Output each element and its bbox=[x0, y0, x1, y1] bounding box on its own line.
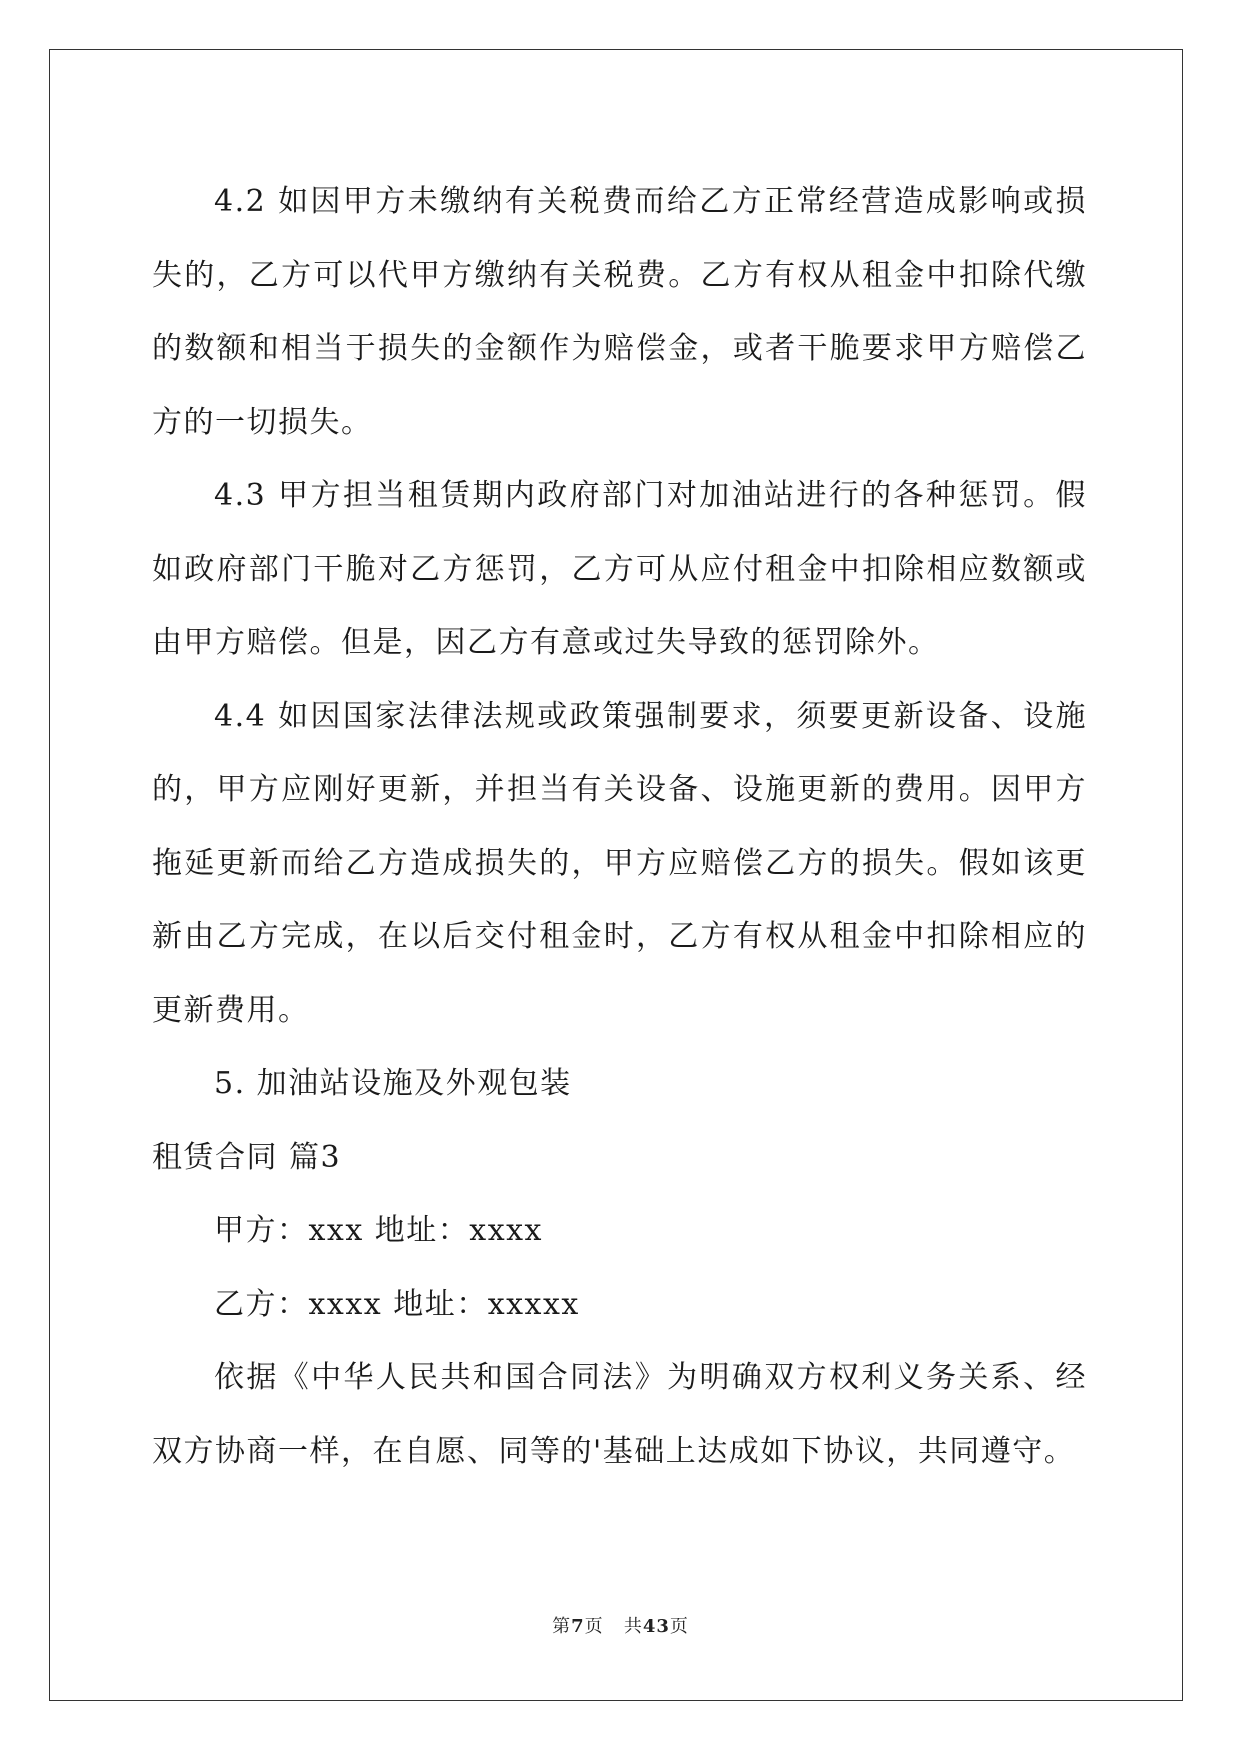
current-page-number: 7 bbox=[571, 1616, 585, 1637]
paragraph-4-4: 4.4 如因国家法律法规或政策强制要求，须要更新设备、设施的，甲方应刚好更新，并担当有关设备、设施更新的费用。因甲方拖延更新而给乙方造成损失的，甲方应赔偿乙方的损失。假如该更新由乙方完成，在以后交付租金时，乙方有权从租金中扣除相应的更新费用。 bbox=[152, 698, 1087, 1028]
footer-total-prefix: 共 bbox=[623, 1616, 643, 1637]
total-page-count: 43 bbox=[642, 1616, 670, 1637]
party-a-line: 甲方：xxx 地址：xxxx bbox=[214, 1213, 543, 1248]
document-body bbox=[152, 165, 1087, 1488]
footer-page-suffix: 页 bbox=[584, 1616, 604, 1637]
party-b-line: 乙方：xxxx 地址：xxxxx bbox=[214, 1286, 580, 1322]
footer-prefix: 第 bbox=[552, 1616, 572, 1637]
footer-total-suffix: 页 bbox=[669, 1616, 689, 1637]
preamble-paragraph: 依据《中华人民共和国合同法》为明确双方权利义务关系、经双方协商一样，在自愿、同等的'基础上达成如下协议，共同遵守。 bbox=[152, 1360, 1087, 1469]
paragraph-4-3: 4.3 甲方担当租赁期内政府部门对加油站进行的各种惩罚。假如政府部门干脆对乙方惩罚，乙方可从应付租金中扣除相应数额或由甲方赔偿。但是，因乙方有意或过失导致的惩罚除外。 bbox=[152, 478, 1087, 660]
contract-title: 租赁合同 篇3 bbox=[152, 1139, 342, 1175]
section-heading-5: 5. 加油站设施及外观包装 bbox=[214, 1066, 572, 1101]
paragraph-4-2: 4.2 如因甲方未缴纳有关税费而给乙方正常经营造成影响或损失的，乙方可以代甲方缴纳有关税费。乙方有权从租金中扣除代缴的数额和相当于损失的金额作为赔偿金，或者干脆要求甲方赔偿乙方的一切损失。 bbox=[152, 184, 1087, 440]
page-footer bbox=[0, 1612, 1241, 1638]
